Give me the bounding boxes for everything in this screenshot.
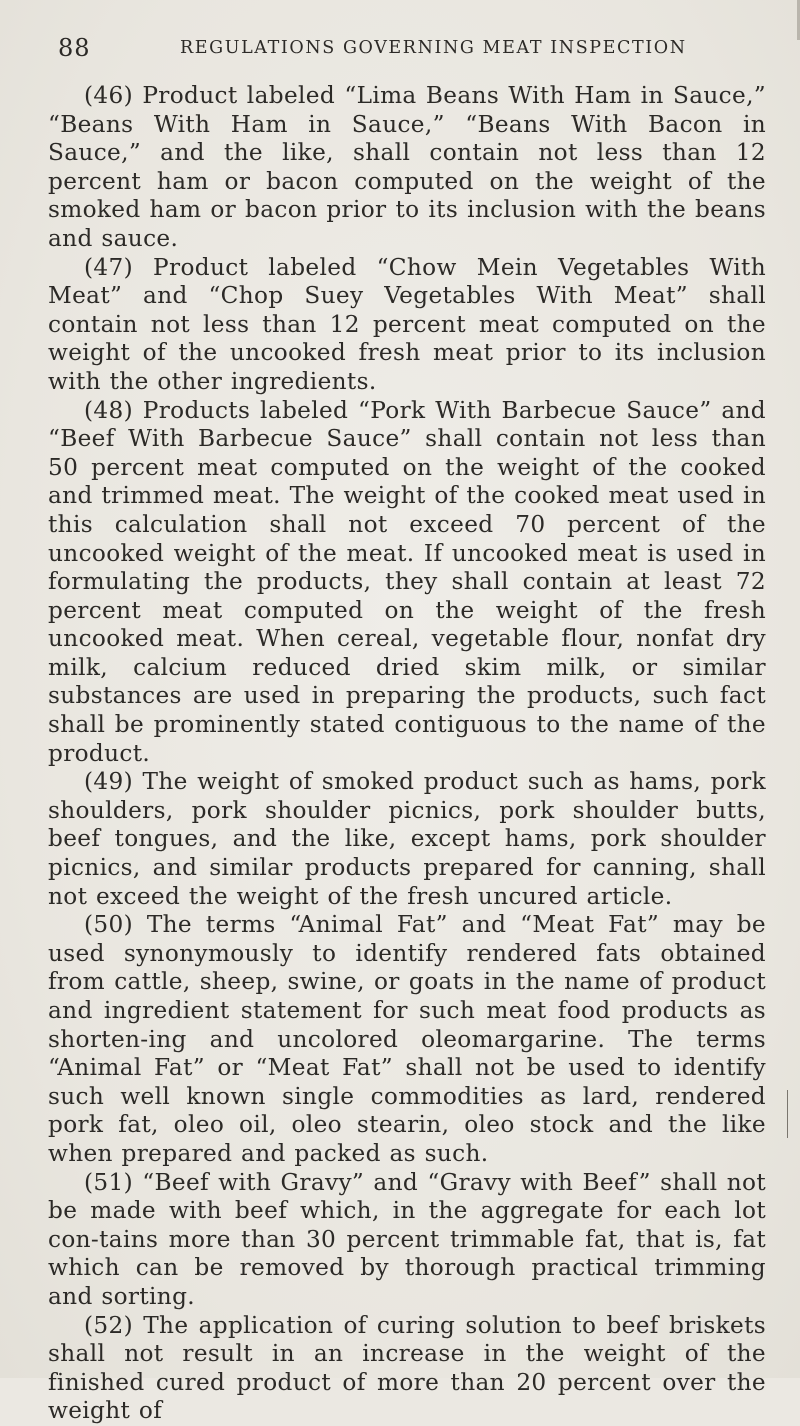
paragraph-48: (48) Products labeled “Pork With Barbecue Sauce” and “Beef With Barbecue Sauce” shall contain not less than 50 percent meat computed on the weight of the cooked and trimmed meat. The weight of the cooked meat used in this calculation shall not exceed 70 percent of the uncooked weight of the meat. If uncooked meat is used in formulating the products, they shall contain at least 72 percent meat computed on the weight of the fresh uncooked meat. When cereal, vegetable flour, nonfat dry milk, calcium reduced dried skim milk, or similar substances are used in preparing the products, such fact shall be prominently stated contiguous to the name of the product. [48, 396, 766, 767]
document-body [48, 82, 766, 1426]
running-head: REGULATIONS GOVERNING MEAT INSPECTION [180, 38, 687, 58]
page-header [58, 34, 748, 64]
paragraph-46: (46) Product labeled “Lima Beans With Ham in Sauce,” “Beans With Ham in Sauce,” “Beans With Bacon in Sauce,” and the like, shall contain not less than 12 percent ham or bacon computed on the weight of the smoked ham or bacon prior to its inclusion with the beans and sauce. [48, 82, 766, 252]
paragraph-47: (47) Product labeled “Chow Mein Vegetables With Meat” and “Chop Suey Vegetables With Meat” shall contain not less than 12 percent meat computed on the weight of the uncooked fresh meat prior to its inclusion with the other ingredients. [48, 253, 766, 395]
paragraph-50: (50) The terms “Animal Fat” and “Meat Fat” may be used synonymously to identify rendered fats obtained from cattle, sheep, swine, or goats in the name of product and ingredient statement for such meat food products as shorten-ing and uncolored oleomargarine. The terms “Animal Fat” or “Meat Fat” shall not be used to identify such well known single commodities as lard, rendered pork fat, oleo oil, oleo stearin, oleo stock and the like when prepared and packed as such. [48, 911, 766, 1167]
page-number: 88 [58, 34, 91, 62]
paragraph-52: (52) The application of curing solution to beef briskets shall not result in an increase in the weight of the finished cured product of more than 20 percent over the weight of [48, 1311, 766, 1425]
paragraph-49: (49) The weight of smoked product such as hams, pork shoulders, pork shoulder picnics, pork shoulder butts, beef tongues, and the like, except hams, pork shoulder picnics, and similar products prepared for canning, shall not exceed the weight of the fresh uncured article. [48, 768, 766, 910]
paragraph-51: (51) “Beef with Gravy” and “Gravy with Beef” shall not be made with beef which, in the aggregate for each lot con-tains more than 30 percent trimmable fat, that is, fat which can be removed by thorough practical trimming and sorting. [48, 1168, 766, 1310]
margin-mark [787, 1090, 788, 1138]
